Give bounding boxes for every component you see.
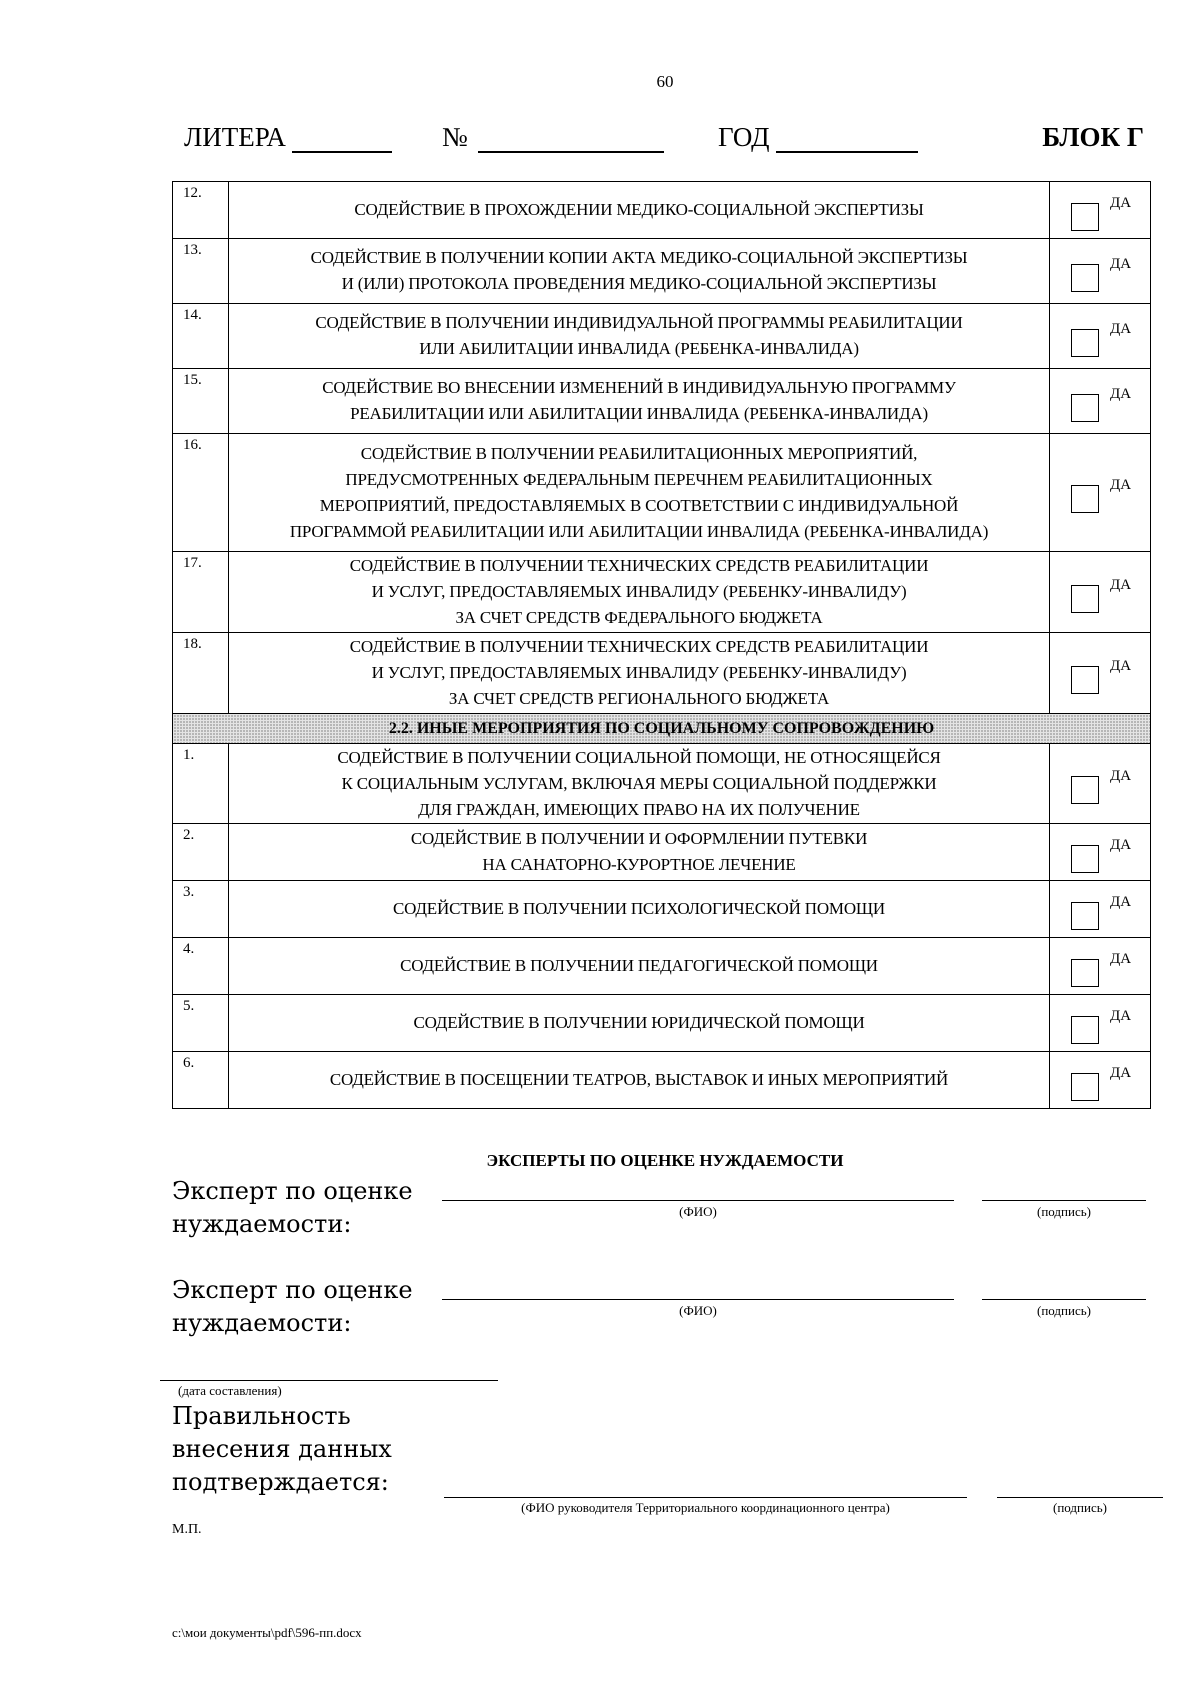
row-description: СОДЕЙСТВИЕ В ПРОХОЖДЕНИИ МЕДИКО-СОЦИАЛЬНОЙ ЭКСПЕРТИЗЫ — [229, 182, 1050, 239]
confirm-label: Правильность внесения данных подтверждается: — [172, 1402, 392, 1496]
checkbox-label: ДА — [1110, 837, 1132, 853]
services-table-body — [173, 182, 1151, 1109]
row-number: 17. — [173, 552, 229, 633]
experts-title: ЭКСПЕРТЫ ПО ОЦЕНКЕ НУЖДАЕМОСТИ — [486, 1151, 844, 1170]
table-row — [173, 995, 1151, 1052]
row-number: 16. — [173, 434, 229, 552]
table-row — [173, 434, 1151, 552]
row-check-cell — [1050, 995, 1151, 1052]
checkbox-label: ДА — [1110, 256, 1132, 272]
checkbox-label: ДА — [1110, 768, 1132, 784]
da-checkbox[interactable] — [1071, 329, 1099, 357]
row-number: 6. — [173, 1052, 229, 1109]
table-row — [173, 881, 1151, 938]
row-check-cell — [1050, 881, 1151, 938]
expert-1-signature-line[interactable] — [982, 1200, 1146, 1201]
table-row — [173, 239, 1151, 304]
row-description: СОДЕЙСТВИЕ В ПОЛУЧЕНИИ ТЕХНИЧЕСКИХ СРЕДСТВ РЕАБИЛИТАЦИИ И УСЛУГ, ПРЕДОСТАВЛЯЕМЫХ ИНВАЛИДУ (РЕБЕНКУ-ИНВАЛИДУ) ЗА СЧЕТ СРЕДСТВ РЕГИОНАЛЬНОГО БЮДЖЕТА — [229, 633, 1050, 714]
table-row — [173, 1052, 1151, 1109]
expert-1-fio-caption: (ФИО) — [679, 1204, 717, 1219]
row-description: СОДЕЙСТВИЕ В ПОЛУЧЕНИИ СОЦИАЛЬНОЙ ПОМОЩИ, НЕ ОТНОСЯЩЕЙСЯ К СОЦИАЛЬНЫМ УСЛУГАМ, ВКЛЮЧАЯ МЕРЫ СОЦИАЛЬНОЙ ПОДДЕРЖКИ ДЛЯ ГРАЖДАН, ИМЕЮЩИХ ПРАВО НА ИХ ПОЛУЧЕНИЕ — [229, 744, 1050, 824]
checkbox-label: ДА — [1110, 1065, 1132, 1081]
row-description: СОДЕЙСТВИЕ В ПОЛУЧЕНИИ РЕАБИЛИТАЦИОННЫХ МЕРОПРИЯТИЙ, ПРЕДУСМОТРЕННЫХ ФЕДЕРАЛЬНЫМ ПЕРЕЧНЕМ РЕАБИЛИТАЦИОННЫХ МЕРОПРИЯТИЙ, ПРЕДОСТАВЛЯЕМЫХ В СООТВЕТСТВИИ С ИНДИВИДУАЛЬНОЙ ПРОГРАММОЙ РЕАБИЛИТАЦИИ ИЛИ АБИЛИТАЦИИ ИНВАЛИДА (РЕБЕНКА-ИНВАЛИДА) — [229, 434, 1050, 552]
row-description: СОДЕЙСТВИЕ В ПОСЕЩЕНИИ ТЕАТРОВ, ВЫСТАВОК И ИНЫХ МЕРОПРИЯТИЙ — [229, 1052, 1050, 1109]
block-label: БЛОК Г — [1042, 122, 1144, 152]
row-description: СОДЕЙСТВИЕ В ПОЛУЧЕНИИ ИНДИВИДУАЛЬНОЙ ПРОГРАММЫ РЕАБИЛИТАЦИИ ИЛИ АБИЛИТАЦИИ ИНВАЛИДА (РЕБЕНКА-ИНВАЛИДА) — [229, 304, 1050, 369]
da-checkbox[interactable] — [1071, 485, 1099, 513]
checkbox-label: ДА — [1110, 321, 1132, 337]
table-row — [173, 633, 1151, 714]
checkbox-label: ДА — [1110, 951, 1132, 967]
table-row — [173, 304, 1151, 369]
table-row — [173, 938, 1151, 995]
file-path: c:\мои документы\pdf\596-пп.docx — [172, 1625, 362, 1640]
da-checkbox[interactable] — [1071, 264, 1099, 292]
expert-1-signature-caption: (подпись) — [1037, 1204, 1091, 1219]
row-check-cell — [1050, 744, 1151, 824]
expert-2-fio-caption: (ФИО) — [679, 1303, 717, 1318]
form-header — [184, 122, 1144, 162]
row-check-cell — [1050, 304, 1151, 369]
checkbox-label: ДА — [1110, 1008, 1132, 1024]
expert-label-2: Эксперт по оценке нуждаемости: — [172, 1276, 413, 1337]
year-label: ГОД — [718, 122, 770, 152]
stamp-place: М.П. — [172, 1522, 202, 1537]
row-check-cell — [1050, 369, 1151, 434]
litera-field — [184, 122, 392, 153]
section-title: 2.2. ИНЫЕ МЕРОПРИЯТИЯ ПО СОЦИАЛЬНОМУ СОПРОВОЖДЕНИЮ — [173, 714, 1151, 744]
da-checkbox[interactable] — [1071, 845, 1099, 873]
checkbox-label: ДА — [1110, 477, 1132, 493]
da-checkbox[interactable] — [1071, 776, 1099, 804]
row-check-cell — [1050, 552, 1151, 633]
da-checkbox[interactable] — [1071, 902, 1099, 930]
head-signature-line[interactable] — [997, 1497, 1163, 1498]
year-blank[interactable] — [776, 125, 918, 153]
row-check-cell — [1050, 633, 1151, 714]
number-label: № — [442, 122, 468, 152]
row-number: 12. — [173, 182, 229, 239]
litera-label: ЛИТЕРА — [184, 122, 286, 152]
expert-2-fio-line[interactable] — [442, 1299, 954, 1300]
table-row — [173, 744, 1151, 824]
checkbox-label: ДА — [1110, 386, 1132, 402]
head-fio-line[interactable] — [444, 1497, 967, 1498]
section-header-row — [173, 714, 1151, 744]
da-checkbox[interactable] — [1071, 1016, 1099, 1044]
number-blank[interactable] — [478, 125, 664, 153]
number-field — [442, 122, 664, 153]
litera-blank[interactable] — [292, 125, 392, 153]
row-description: СОДЕЙСТВИЕ В ПОЛУЧЕНИИ КОПИИ АКТА МЕДИКО-СОЦИАЛЬНОЙ ЭКСПЕРТИЗЫ И (ИЛИ) ПРОТОКОЛА ПРОВЕДЕНИЯ МЕДИКО-СОЦИАЛЬНОЙ ЭКСПЕРТИЗЫ — [229, 239, 1050, 304]
row-check-cell — [1050, 824, 1151, 881]
row-number: 4. — [173, 938, 229, 995]
row-check-cell — [1050, 1052, 1151, 1109]
expert-2-signature-line[interactable] — [982, 1299, 1146, 1300]
checkbox-label: ДА — [1110, 894, 1132, 910]
row-description: СОДЕЙСТВИЕ В ПОЛУЧЕНИИ ТЕХНИЧЕСКИХ СРЕДСТВ РЕАБИЛИТАЦИИ И УСЛУГ, ПРЕДОСТАВЛЯЕМЫХ ИНВАЛИДУ (РЕБЕНКУ-ИНВАЛИДУ) ЗА СЧЕТ СРЕДСТВ ФЕДЕРАЛЬНОГО БЮДЖЕТА — [229, 552, 1050, 633]
row-description: СОДЕЙСТВИЕ В ПОЛУЧЕНИИ ПЕДАГОГИЧЕСКОЙ ПОМОЩИ — [229, 938, 1050, 995]
da-checkbox[interactable] — [1071, 959, 1099, 987]
da-checkbox[interactable] — [1071, 585, 1099, 613]
row-number: 2. — [173, 824, 229, 881]
row-number: 18. — [173, 633, 229, 714]
row-check-cell — [1050, 239, 1151, 304]
row-description: СОДЕЙСТВИЕ ВО ВНЕСЕНИИ ИЗМЕНЕНИЙ В ИНДИВИДУАЛЬНУЮ ПРОГРАММУ РЕАБИЛИТАЦИИ ИЛИ АБИЛИТАЦИИ ИНВАЛИДА (РЕБЕНКА-ИНВАЛИДА) — [229, 369, 1050, 434]
da-checkbox[interactable] — [1071, 394, 1099, 422]
table-row — [173, 824, 1151, 881]
checkbox-label: ДА — [1110, 658, 1132, 674]
row-number: 15. — [173, 369, 229, 434]
table-row — [173, 369, 1151, 434]
row-number: 13. — [173, 239, 229, 304]
row-description: СОДЕЙСТВИЕ В ПОЛУЧЕНИИ ЮРИДИЧЕСКОЙ ПОМОЩИ — [229, 995, 1050, 1052]
da-checkbox[interactable] — [1071, 1073, 1099, 1101]
table-row — [173, 182, 1151, 239]
services-table — [172, 181, 1151, 1109]
head-fio-caption: (ФИО руководителя Территориального координационного центра) — [521, 1500, 890, 1515]
page-number: 60 — [656, 72, 674, 91]
date-caption: (дата составления) — [178, 1383, 282, 1398]
expert-label-1: Эксперт по оценке нуждаемости: — [172, 1177, 413, 1238]
row-number: 14. — [173, 304, 229, 369]
row-number: 3. — [173, 881, 229, 938]
head-signature-caption: (подпись) — [1053, 1500, 1107, 1515]
date-line[interactable] — [160, 1380, 498, 1381]
row-description: СОДЕЙСТВИЕ В ПОЛУЧЕНИИ ПСИХОЛОГИЧЕСКОЙ ПОМОЩИ — [229, 881, 1050, 938]
table-row — [173, 552, 1151, 633]
row-check-cell — [1050, 434, 1151, 552]
row-check-cell — [1050, 938, 1151, 995]
row-description: СОДЕЙСТВИЕ В ПОЛУЧЕНИИ И ОФОРМЛЕНИИ ПУТЕВКИ НА САНАТОРНО-КУРОРТНОЕ ЛЕЧЕНИЕ — [229, 824, 1050, 881]
da-checkbox[interactable] — [1071, 666, 1099, 694]
expert-1-fio-line[interactable] — [442, 1200, 954, 1201]
da-checkbox[interactable] — [1071, 203, 1099, 231]
checkbox-label: ДА — [1110, 195, 1132, 211]
year-field — [718, 122, 918, 153]
row-check-cell — [1050, 182, 1151, 239]
row-number: 5. — [173, 995, 229, 1052]
row-number: 1. — [173, 744, 229, 824]
checkbox-label: ДА — [1110, 577, 1132, 593]
expert-2-signature-caption: (подпись) — [1037, 1303, 1091, 1318]
